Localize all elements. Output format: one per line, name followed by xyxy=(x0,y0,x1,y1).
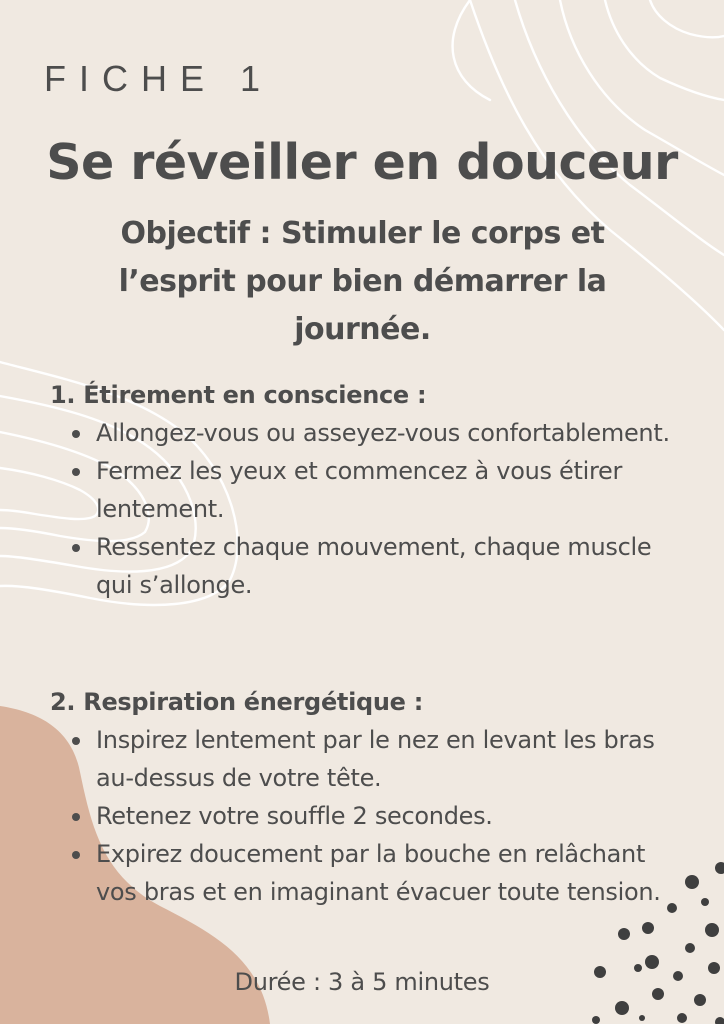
duration-text: Durée : 3 à 5 minutes xyxy=(234,968,490,996)
list-item-text: Allongez-vous ou asseyez-vous confortablement. xyxy=(96,419,670,447)
list-item xyxy=(50,528,690,604)
bullet-icon xyxy=(72,430,80,438)
bullet-icon xyxy=(72,737,80,745)
bullet-icon xyxy=(72,544,80,552)
list-item-text: Fermez les yeux et commencez à vous étirer lentement. xyxy=(96,457,623,523)
list-item xyxy=(50,414,690,452)
section-heading: 1. Étirement en conscience : xyxy=(50,381,427,409)
section-stretching xyxy=(50,380,690,604)
list-item-text: Inspirez lentement par le nez en levant les bras au-dessus de votre tête. xyxy=(96,726,655,792)
list-item xyxy=(50,452,690,528)
list-item xyxy=(50,835,690,911)
bullet-list xyxy=(50,721,690,911)
list-item-text: Retenez votre souffle 2 secondes. xyxy=(96,802,493,830)
bullet-icon xyxy=(72,851,80,859)
list-item-text: Ressentez chaque mouvement, chaque muscle qui s’allonge. xyxy=(96,533,652,599)
bullet-icon xyxy=(72,468,80,476)
bullet-icon xyxy=(72,813,80,821)
list-item xyxy=(50,797,690,835)
section-heading: 2. Respiration énergétique : xyxy=(50,688,424,716)
list-item-text: Expirez doucement par la bouche en relâchant vos bras et en imaginant évacuer toute tension. xyxy=(96,840,661,906)
page-title: Se réveiller en douceur xyxy=(46,134,678,191)
fiche-label: FICHE 1 xyxy=(44,58,274,99)
list-item xyxy=(50,721,690,797)
objective-text: Objectif : Stimuler le corps et l’esprit pour bien démarrer la journée. xyxy=(118,216,607,347)
section-breathing xyxy=(50,687,690,911)
bullet-list xyxy=(50,414,690,604)
